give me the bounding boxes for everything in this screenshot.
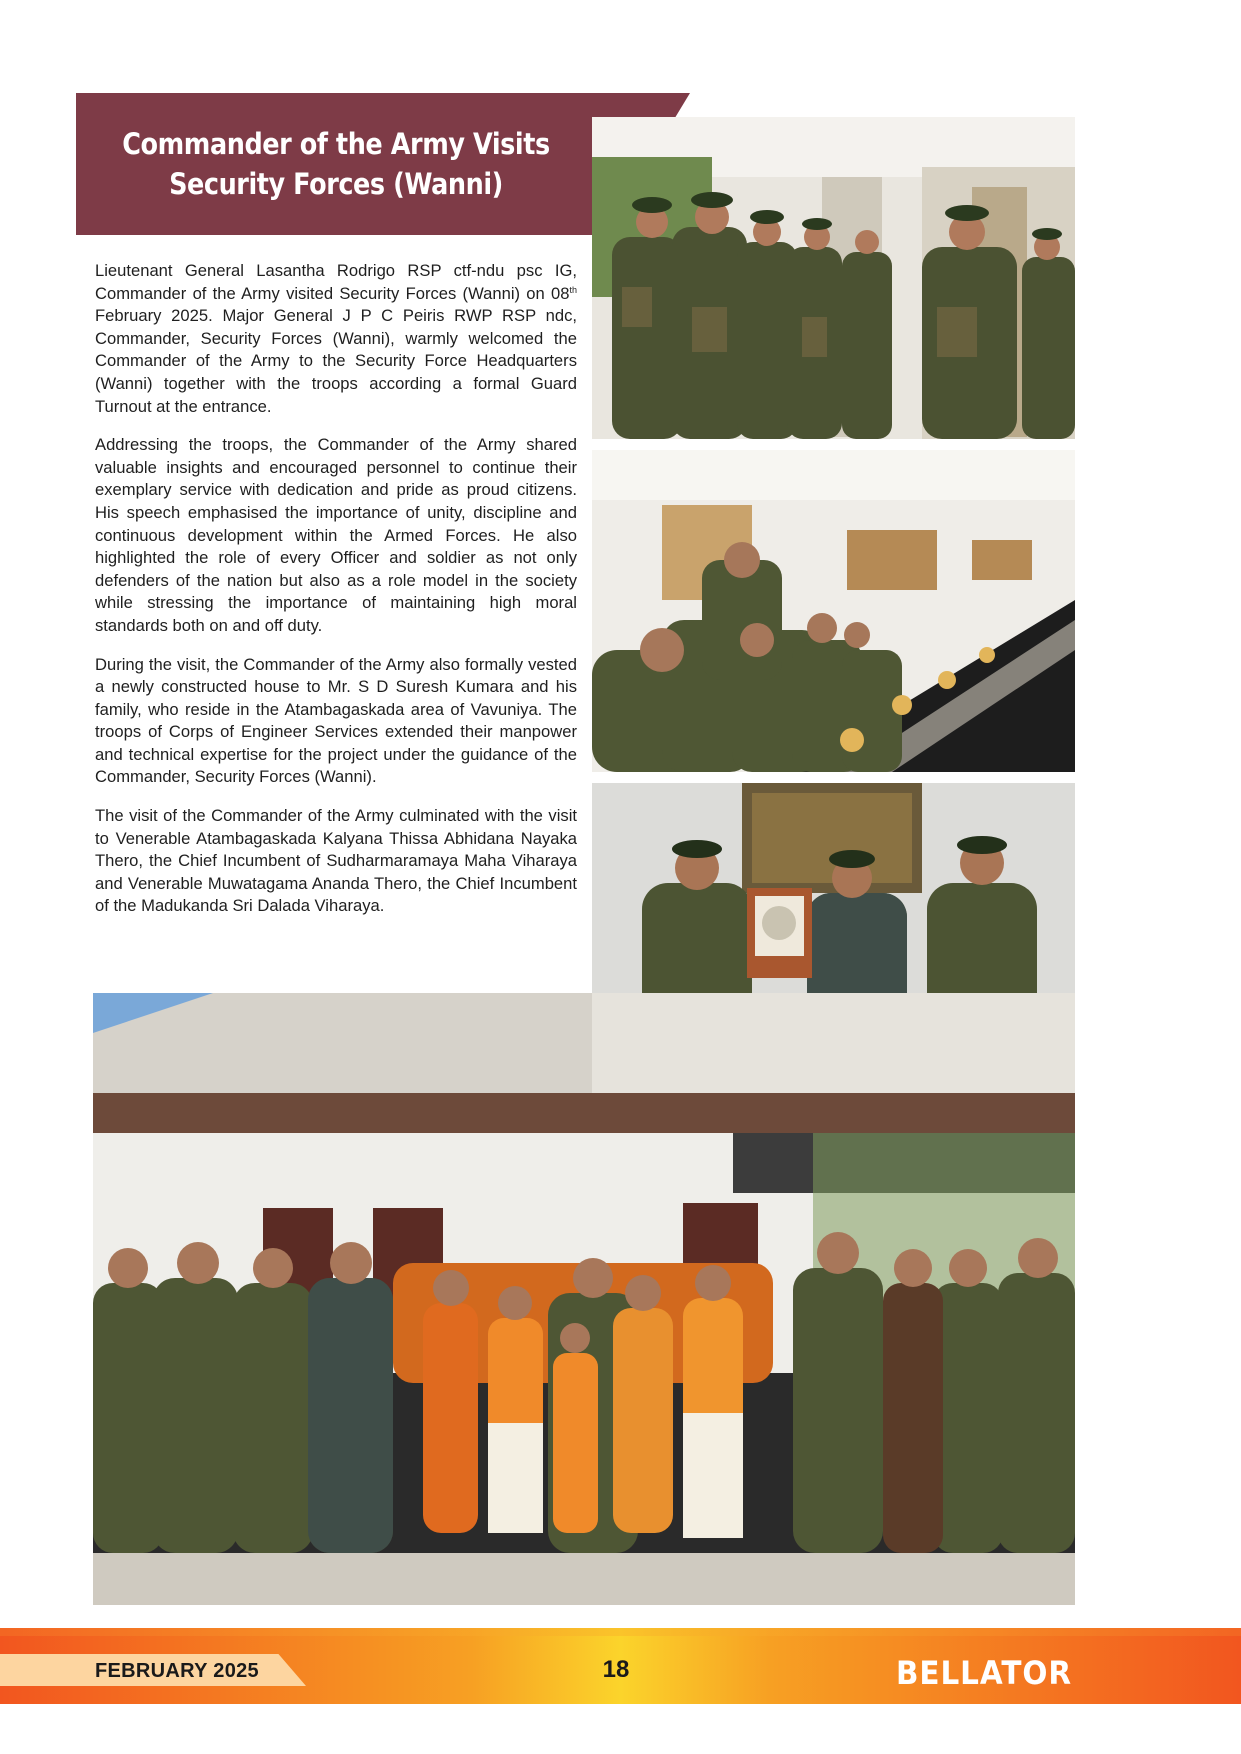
issue-month: FEBRUARY 2025 bbox=[95, 1660, 259, 1682]
footer-band-highlight bbox=[0, 1628, 1241, 1636]
paragraph-3: During the visit, the Commander of the Army also formally vested a newly constructed house to Mr. S D Suresh Kumara and his family, who reside in the Atambagaskada area of Vavuniya. The troops of Corps of Engineer Services extended their manpower and technical expertise for the project under the guidance of the Commander, Security Forces (Wanni). bbox=[95, 654, 577, 787]
paragraph-1 bbox=[95, 260, 577, 418]
page-number: 18 bbox=[602, 1656, 630, 1683]
article-body bbox=[95, 260, 577, 934]
article-title bbox=[107, 124, 565, 204]
paragraph-1-part-b: February 2025. Major General J P C Peiris RWP RSP ndc, Commander, Security Forces (Wanni), warmly welcomed the Commander of the Army to the Security Force Headquarters (Wanni) together with the troops according a formal Guard Turnout at the entrance. bbox=[95, 306, 577, 416]
paragraph-1-part-a: Lieutenant General Lasantha Rodrigo RSP ctf-ndu psc IG, Commander of the Army visited Security Forces (Wanni) on 08 bbox=[95, 261, 577, 303]
brand-name: BELLATOR bbox=[896, 1654, 1072, 1690]
article-title-line-1: Commander of the Army Visits bbox=[122, 127, 550, 161]
paragraph-2: Addressing the troops, the Commander of the Army shared valuable insights and encouraged personnel to continue their exemplary service with dedication and pride as proud citizens. His speech emphasised the importance of unity, discipline and continuous development within the Armed Forces. He also highlighted the role of every Officer and soldier as not only defenders of the nation but also as a role model in the society while stressing the importance of maintaining high moral standards both on and off duty. bbox=[95, 435, 577, 635]
article-title-line-2: Security Forces (Wanni) bbox=[169, 167, 503, 201]
bellator-logo bbox=[893, 1654, 1075, 1690]
photo-house-handover-group bbox=[93, 993, 1075, 1605]
ordinal-suffix: th bbox=[569, 284, 577, 295]
paragraph-4: The visit of the Commander of the Army culminated with the visit to Venerable Atambagaskada Kalyana Thissa Abhidana Nayaka Thero, the Chief Incumbent of Sudharmaramaya Maha Viharaya and Venerable Muwatagama Ananda Thero, the Chief Incumbent of the Madukanda Sri Dalada Viharaya. bbox=[95, 806, 577, 916]
photo-corridor-welcome bbox=[592, 117, 1075, 439]
photo-dining-hall bbox=[592, 450, 1075, 772]
